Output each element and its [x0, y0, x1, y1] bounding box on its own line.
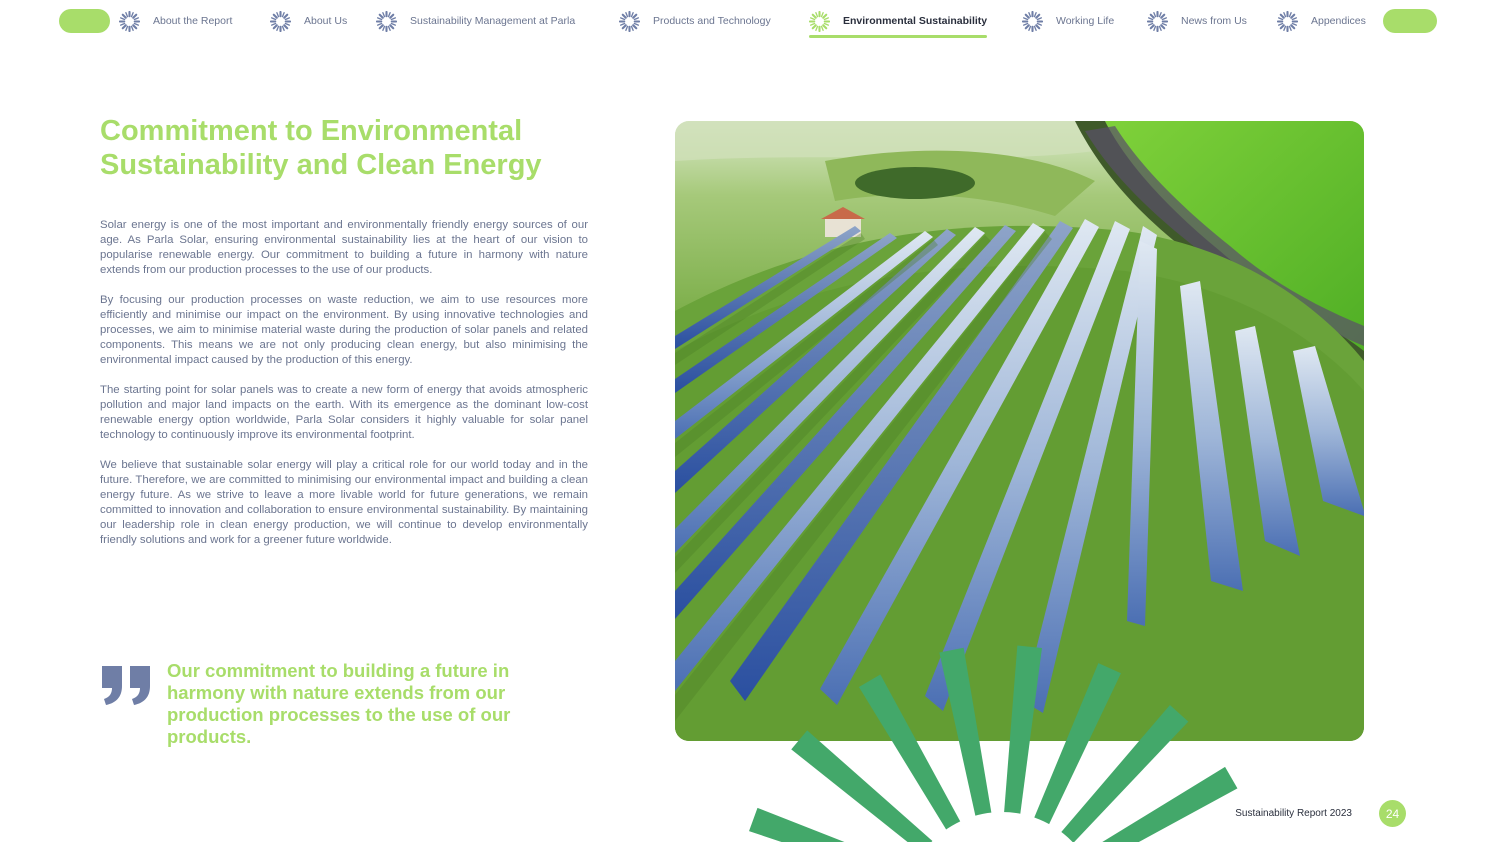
nav-item-working-life[interactable] [1022, 9, 1114, 33]
nav-item-label: About the Report [153, 15, 233, 27]
nav-item-about-us[interactable] [270, 9, 347, 33]
nav-item-label: Appendices [1311, 15, 1366, 27]
sunburst-icon [1277, 11, 1298, 32]
body-paragraph: We believe that sustainable solar energy will play a critical role for our world today and in the future. Therefore, we are committed to minimising our environmental impact and building a clean energy future. As we strive to leave a more livable world for future generations, we remain committed to innovation and collaboration to ensure environmental sustainability. By maintaining our leadership role in clean energy production, we will continue to develop environmentally friendly solutions and work for a greener future worldwide. [100, 459, 588, 546]
top-navigation [0, 0, 1496, 44]
nav-item-about-the-report[interactable] [119, 9, 232, 33]
sunburst-ray [1004, 645, 1042, 816]
nav-item-sustainability-management[interactable] [376, 9, 575, 33]
nav-item-label: Environmental Sustainability [843, 15, 988, 27]
nav-item-label: Products and Technology [653, 15, 771, 27]
body-paragraph: Solar energy is one of the most important and environmentally friendly energy sources of our age. As Parla Solar, ensuring environmental sustainability lies at the heart of our vision to popularise renewable energy. Our commitment to building a future in harmony with nature extends from our production processes to the use of our products. [100, 219, 588, 276]
body-text [100, 218, 588, 563]
sunburst-icon [376, 11, 397, 32]
sunburst-icon [619, 11, 640, 32]
sunburst-ray [939, 648, 992, 819]
pull-quote: Our commitment to building a future in harmony with nature extends from our production processes to the use of our products. [167, 660, 511, 747]
nav-item-news-from-us[interactable] [1147, 9, 1247, 33]
sunburst-icon [270, 11, 291, 32]
body-paragraph: The starting point for solar panels was to create a new form of energy that avoids atmospheric pollution and major land impacts on the earth. With its emergence as the dominant low-cost renewable energy option worldwide, Parla Solar considers it highly valuable for solar panel technology to continuously improve its environmental footprint. [100, 384, 588, 441]
nav-item-label: Sustainability Management at Parla [410, 15, 576, 27]
sunburst-icon [1147, 11, 1168, 32]
page-title: Commitment to Environmental Sustainability and Clean Energy [100, 115, 542, 181]
nav-item-label: Working Life [1056, 15, 1115, 27]
sunburst-icon [809, 11, 830, 32]
sunburst-icon [119, 11, 140, 32]
nav-item-label: About Us [304, 15, 348, 27]
nav-item-appendices[interactable] [1277, 9, 1366, 33]
nav-item-label: News from Us [1181, 15, 1247, 27]
nav-decor-pill-right [1383, 9, 1437, 33]
page-number: 24 [1379, 800, 1406, 827]
nav-decor-pill-left [59, 9, 110, 33]
report-name: Sustainability Report 2023 [1235, 808, 1352, 819]
sunburst-icon [1022, 11, 1043, 32]
body-paragraph: By focusing our production processes on waste reduction, we aim to use resources more efficiently and minimise our impact on the environment. By using innovative technologies and processes, we aim to minimise material waste during the production of solar panels and related components. This means we are not only producing clean energy, but also minimising the environmental impact caused by the production of this energy. [100, 294, 588, 366]
quote-mark-icon [100, 664, 154, 706]
nav-item-environmental-sustainability[interactable] [809, 9, 987, 33]
nav-item-products-and-technology[interactable] [619, 9, 771, 33]
